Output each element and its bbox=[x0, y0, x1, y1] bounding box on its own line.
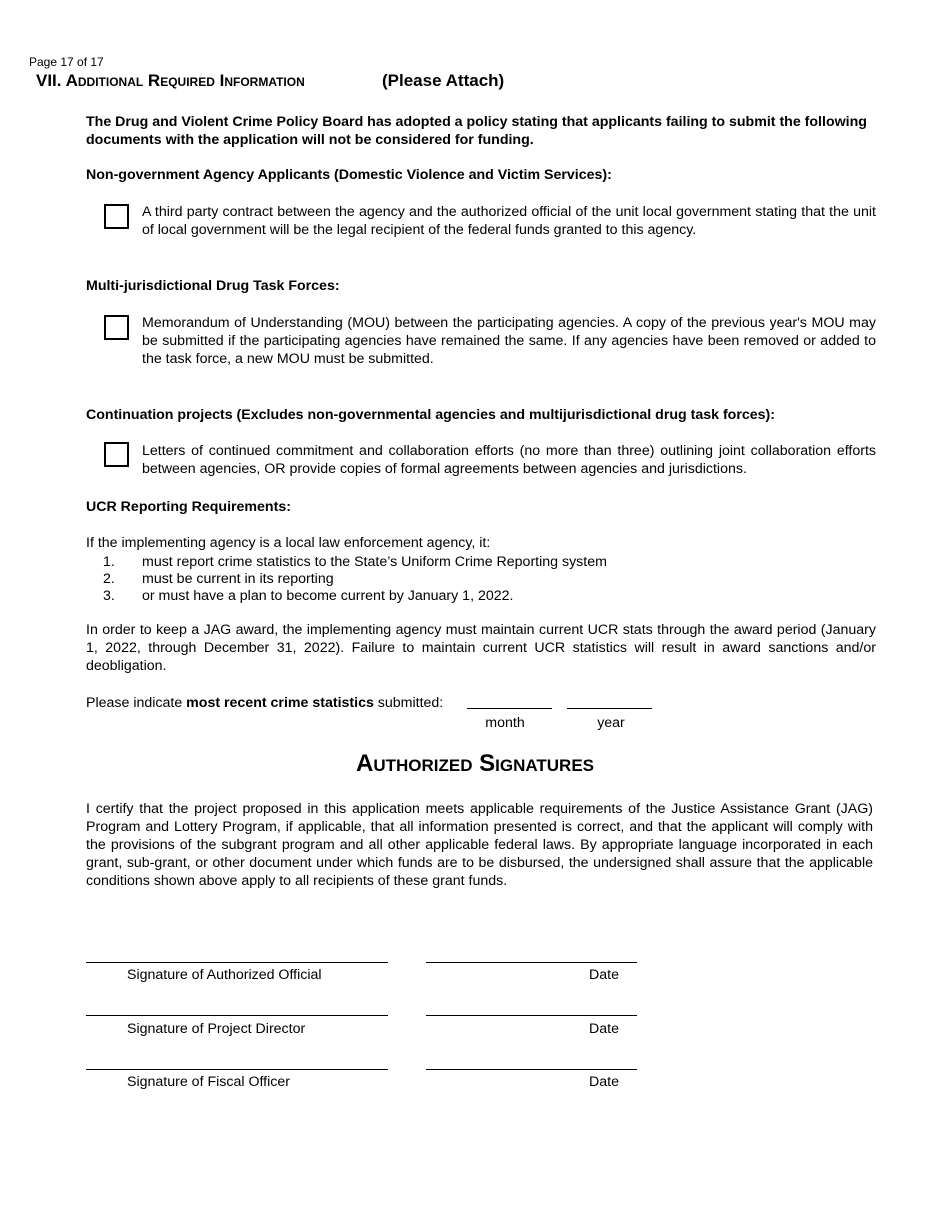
ucr-heading: UCR Reporting Requirements: bbox=[86, 499, 291, 515]
section-heading-task-forces: Multi-jurisdictional Drug Task Forces: bbox=[86, 278, 340, 294]
item-continuation-letters: Letters of continued commitment and collaboration efforts (no more than three) outlining joint collaboration efforts between agencies, OR provide copies of formal agreements between agencies and jurisdictions. bbox=[142, 443, 876, 477]
crime-stats-prompt: Please indicate most recent crime statistics submitted: bbox=[86, 695, 444, 711]
ucr-requirements-list bbox=[86, 553, 786, 604]
list-item: 3. or must have a plan to become current by January 1, 2022. bbox=[103, 588, 514, 604]
item-mou: Memorandum of Understanding (MOU) between the participating agencies. A copy of the previous year's MOU may be submitted if the participating agencies have remained the same. If any agencies have been removed or added to the task force, a new MOU must be submitted. bbox=[142, 315, 876, 367]
certification-text: I certify that the project proposed in this application meets applicable requirements of the Justice Assistance Grant (JAG) Program and Lottery Program, if applicable, that all information presented is correct, and that the applicant will comply with the provisions of the subgrant program and all other applicable federal laws. By appropriate language incorporated in each grant, sub-grant, or other document under which funds are to be disbursed, the undersigned shall assure that the applicable conditions shown above apply to all recipients of these grant funds. bbox=[86, 801, 873, 889]
list-item: 2. must be current in its reporting bbox=[103, 571, 334, 587]
crime-stats-year-field[interactable] bbox=[567, 708, 652, 709]
policy-statement: The Drug and Violent Crime Policy Board has adopted a policy stating that applicants failing to submit the following documents with the application will not be considered for funding. bbox=[86, 114, 867, 148]
date-label: Date bbox=[589, 967, 619, 983]
section-heading-continuation: Continuation projects (Excludes non-governmental agencies and multijurisdictional drug task forces): bbox=[86, 407, 775, 423]
crime-stats-month-field[interactable] bbox=[467, 708, 552, 709]
signature-label: Signature of Fiscal Officer bbox=[127, 1074, 290, 1090]
checkbox-mou[interactable] bbox=[104, 315, 129, 340]
year-label: year bbox=[597, 715, 625, 731]
date-label: Date bbox=[589, 1074, 619, 1090]
signature-line-fiscal-officer[interactable] bbox=[86, 1069, 388, 1070]
checkbox-continuation-letters[interactable] bbox=[104, 442, 129, 467]
ucr-award-text: In order to keep a JAG award, the implementing agency must maintain current UCR stats through the award period (January 1, 2022, through December 31, 2022). Failure to maintain current UCR statistics will result in award sanctions and/or deobligation. bbox=[86, 622, 876, 674]
signature-line-project-director[interactable] bbox=[86, 1015, 388, 1016]
signature-line-authorized-official[interactable] bbox=[86, 962, 388, 963]
authorized-signatures-title: Authorized Signatures bbox=[355, 750, 595, 777]
checkbox-third-party-contract[interactable] bbox=[104, 204, 129, 229]
page-number: Page 17 of 17 bbox=[29, 55, 104, 69]
date-line-fiscal-officer[interactable] bbox=[426, 1069, 637, 1070]
section-heading-nongov: Non-government Agency Applicants (Domestic Violence and Victim Services): bbox=[86, 167, 612, 183]
list-item: 1. must report crime statistics to the State’s Uniform Crime Reporting system bbox=[103, 554, 607, 570]
signature-label: Signature of Authorized Official bbox=[127, 967, 322, 983]
ucr-intro: If the implementing agency is a local law enforcement agency, it: bbox=[86, 535, 491, 551]
month-label: month bbox=[485, 715, 525, 731]
section-note: (Please Attach) bbox=[382, 71, 505, 90]
signature-label: Signature of Project Director bbox=[127, 1021, 306, 1037]
date-line-authorized-official[interactable] bbox=[426, 962, 637, 963]
section-title: VII. Additional Required Information bbox=[36, 71, 305, 90]
date-label: Date bbox=[589, 1021, 619, 1037]
date-line-project-director[interactable] bbox=[426, 1015, 637, 1016]
item-third-party-contract: A third party contract between the agency and the authorized official of the unit local government stating that the unit of local government will be the legal recipient of the federal funds granted to this agency. bbox=[142, 204, 876, 238]
